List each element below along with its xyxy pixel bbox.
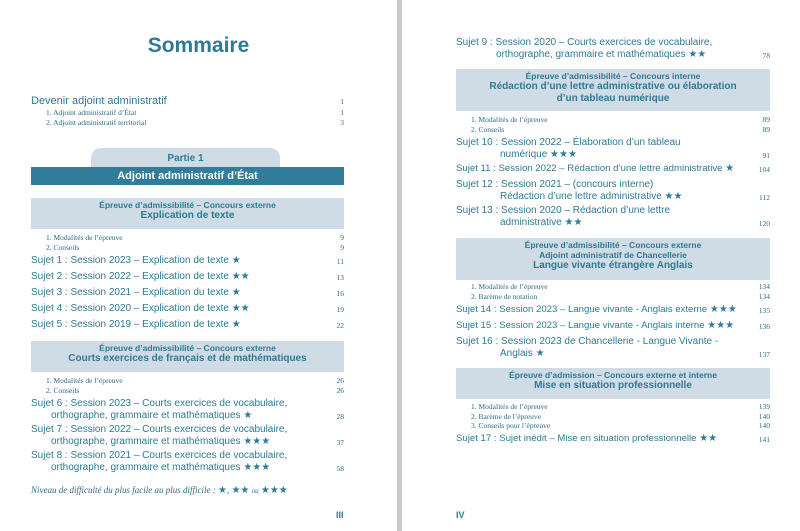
difficulty-stars: ★★ [688, 49, 707, 60]
star-icon: ★★ [231, 485, 250, 496]
toc-entry-sujet-2[interactable]: Sujet 2 : Session 2022 – Explication de texte ★★ 13 [31, 271, 344, 282]
toc-entry-sujet-13[interactable]: Sujet 13 : Session 2020 – Rédaction d’une lettre administrative ★★ 120 [456, 205, 770, 228]
section-item: 2. Conseils 89 [471, 124, 770, 134]
difficulty-stars: ★★★ [243, 462, 271, 473]
intro-block [31, 95, 344, 127]
difficulty-stars: ★★★ [550, 149, 577, 160]
section-item: 1. Modalités de l’épreuve 9 [46, 233, 344, 242]
intro-label: Devenir adjoint administratif [31, 95, 167, 107]
partie-title-bar: Adjoint administratif d’État [31, 167, 344, 185]
difficulty-stars: ★★ [664, 191, 683, 202]
intro-page: 1 [340, 97, 344, 106]
section-title: d’un tableau numérique [556, 93, 670, 104]
section-item: 1. Modalités de l’épreuve 139 [471, 402, 770, 411]
difficulty-stars: ★★ [231, 271, 250, 282]
section-subtitle: Épreuve d’admissibilité – Concours externe [99, 343, 276, 353]
star-icon: ★ [217, 485, 227, 496]
intro-item: 2. Adjoint administratif territorial 3 [46, 117, 344, 127]
toc-entry-sujet-7[interactable]: Sujet 7 : Session 2022 – Courts exercices de vocabulaire, orthographe, grammaire et mathématiques ★★★ 37 [31, 424, 344, 447]
section-item: 2. Conseils 26 [46, 385, 344, 395]
toc-entry-sujet-9[interactable]: Sujet 9 : Session 2020 – Courts exercices de vocabulaire, orthographe, grammaire et mathématiques ★★ 78 [456, 37, 770, 60]
difficulty-stars: ★ [231, 255, 241, 266]
difficulty-legend: Niveau de difficulté du plus facile au plus difficile : ★, ★★ ou ★★★ [31, 485, 288, 496]
section-subtitle: Épreuve d’admissibilité – Concours externe [524, 240, 702, 250]
section-title: Explication de texte [140, 210, 235, 221]
difficulty-stars: ★★ [231, 303, 250, 314]
difficulty-stars: ★★ [699, 433, 718, 444]
section-items [456, 282, 770, 301]
section-items [456, 115, 770, 134]
section-title: Rédaction d’une lettre administrative ou élaboration [489, 81, 737, 92]
difficulty-stars: ★ [231, 287, 241, 298]
difficulty-stars: ★ [243, 410, 253, 421]
difficulty-stars: ★★★ [709, 304, 737, 315]
section-item: 1. Modalités de l’épreuve 26 [46, 376, 344, 385]
section-header-explication [31, 198, 344, 229]
difficulty-stars: ★★★ [707, 320, 735, 331]
section-title: Courts exercices de français et de mathématiques [68, 353, 307, 364]
section-subtitle: Épreuve d’admissibilité – Concours externe [99, 200, 276, 210]
toc-entry-sujet-16[interactable]: Sujet 16 : Session 2023 de Chancellerie - Langue Vivante - Anglais ★ 137 [456, 336, 770, 359]
toc-entry-sujet-10[interactable]: Sujet 10 : Session 2022 – Élaboration d’un tableau numérique ★★★ 91 [456, 137, 770, 160]
difficulty-stars: ★★ [564, 217, 583, 228]
section-items [31, 376, 344, 395]
intro-heading [31, 95, 344, 108]
section-title: Langue vivante étrangère Anglais [533, 260, 693, 271]
section-item: 1. Modalités de l’épreuve 89 [471, 115, 770, 124]
section-subtitle: Épreuve d’admissibilité – Concours interne [525, 71, 701, 81]
section-subtitle: Adjoint administratif de Chancellerie [539, 250, 687, 260]
section-item: 2. Barème de l’épreuve 140 [471, 411, 770, 421]
difficulty-stars: ★★★ [243, 436, 271, 447]
page-title: Sommaire [147, 34, 250, 57]
section-items [456, 402, 770, 431]
section-item: 3. Conseils pour l’épreuve 140 [471, 421, 770, 430]
toc-entry-sujet-1[interactable]: Sujet 1 : Session 2023 – Explication de texte ★ 11 [31, 255, 344, 266]
section-header-langue-vivante [456, 238, 770, 280]
section-header-mise-en-situation [456, 368, 770, 399]
left-page [0, 0, 397, 531]
toc-entry-sujet-6[interactable]: Sujet 6 : Session 2023 – Courts exercices de vocabulaire, orthographe, grammaire et mathématiques ★ 28 [31, 398, 344, 421]
toc-entry-sujet-12[interactable]: Sujet 12 : Session 2021 – (concours interne) Rédaction d’une lettre administrative ★★ 112 [456, 179, 770, 202]
section-items [31, 233, 344, 252]
page-number: IV [456, 510, 465, 520]
difficulty-stars: ★ [231, 319, 241, 330]
toc-entry-sujet-3[interactable]: Sujet 3 : Session 2021 – Explication du texte ★ 16 [31, 287, 344, 298]
section-title: Mise en situation professionnelle [534, 380, 692, 391]
page-number: III [336, 510, 344, 520]
star-icon: ★★★ [260, 485, 288, 496]
section-header-redaction [456, 69, 770, 111]
toc-entry-sujet-17[interactable]: Sujet 17 : Sujet inédit – Mise en situation professionnelle ★★ 141 [456, 433, 770, 444]
difficulty-stars: ★ [535, 348, 545, 359]
section-item: 2. Barème de notation 134 [471, 291, 770, 301]
partie-label: Partie 1 [91, 148, 280, 167]
section-subtitle: Épreuve d’admission – Concours externe et interne [509, 370, 717, 380]
section-header-courts-exercices [31, 341, 344, 372]
right-page [402, 0, 800, 531]
toc-entry-sujet-15[interactable]: Sujet 15 : Session 2023 – Langue vivante - Anglais interne ★★★ 136 [456, 320, 770, 331]
section-item: 2. Conseils 9 [46, 242, 344, 252]
intro-item: 1. Adjoint administratif d’État 1 [46, 108, 344, 117]
toc-entry-sujet-8[interactable]: Sujet 8 : Session 2021 – Courts exercices de vocabulaire, orthographe, grammaire et mathématiques ★★★ 58 [31, 450, 344, 473]
toc-entry-sujet-11[interactable]: Sujet 11 : Session 2022 – Rédaction d’une lettre administrative ★ 104 [456, 163, 770, 174]
toc-entry-sujet-4[interactable]: Sujet 4 : Session 2020 – Explication de texte ★★ 19 [31, 303, 344, 314]
toc-entry-sujet-5[interactable]: Sujet 5 : Session 2019 – Explication de texte ★ 22 [31, 319, 344, 330]
section-item: 1. Modalités de l’épreuve 134 [471, 282, 770, 291]
toc-entry-sujet-14[interactable]: Sujet 14 : Session 2023 – Langue vivante - Anglais externe ★★★ 135 [456, 304, 770, 315]
difficulty-stars: ★ [725, 163, 735, 174]
